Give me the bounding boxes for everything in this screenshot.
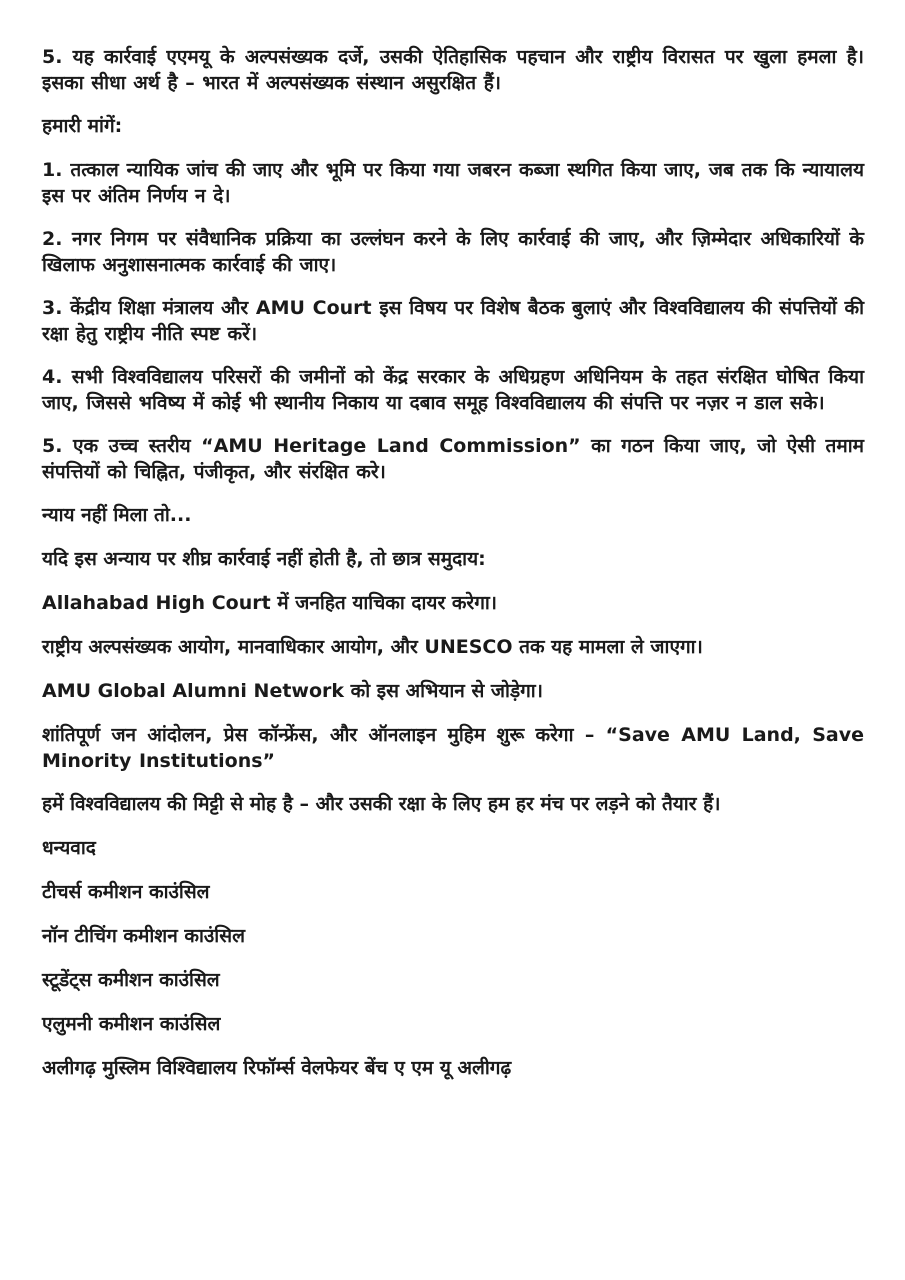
action-intro: यदि इस अन्याय पर शीघ्र कार्रवाई नहीं होती है, तो छात्र समुदाय: <box>42 548 486 570</box>
demands-heading: हमारी मांगें: <box>42 115 123 137</box>
signatory-4: एलुमनी कमीशन काउंसिल <box>42 1013 221 1035</box>
intro-point: 5. यह कार्रवाई एएमयू के अल्पसंख्यक दर्जे, उसकी ऐतिहासिक पहचान और राष्ट्रीय विरासत पर खुला हमला है। इसका सीधा अर्थ है – भारत में अल्पसंख्यक संस्थान असुरक्षित हैं। <box>42 46 864 94</box>
closing-statement: हमें विश्वविद्यालय की मिट्टी से मोह है – और उसकी रक्षा के लिए हम हर मंच पर लड़ने को तैयार हैं। <box>42 793 721 815</box>
signatory-1: टीचर्स कमीशन काउंसिल <box>42 881 210 903</box>
signatory-5: अलीगढ़ मुस्लिम विश्विद्यालय रिफॉर्म्स वेलफेयर बेंच ए एम यू अलीगढ़ <box>42 1057 512 1079</box>
action-item-3: AMU Global Alumni Network को इस अभियान से जोड़ेगा। <box>42 680 543 702</box>
document-page <box>42 44 864 1099</box>
signatory-2: नॉन टीचिंग कमीशन काउंसिल <box>42 925 245 947</box>
signatory-3: स्टूडेंट्स कमीशन काउंसिल <box>42 969 220 991</box>
movement-statement: शांतिपूर्ण जन आंदोलन, प्रेस कॉन्फ्रेंस, और ऑनलाइन मुहिम शुरू करेगा – “Save AMU Land, Save Minority Institutions” <box>42 724 864 772</box>
demand-item-4: 4. सभी विश्वविद्यालय परिसरों की जमीनों को केंद्र सरकार के अधिग्रहण अधिनियम के तहत संरक्षित घोषित किया जाए, जिससे भविष्य में कोई भी स्थानीय निकाय या दबाव समूह विश्वविद्यालय की संपत्ति पर नज़र न डाल सके। <box>42 366 864 414</box>
demand-item-5: 5. एक उच्च स्तरीय “AMU Heritage Land Commission” का गठन किया जाए, जो ऐसी तमाम संपत्तियों को चिह्नित, पंजीकृत, और संरक्षित करे। <box>42 435 864 483</box>
action-item-2: राष्ट्रीय अल्पसंख्यक आयोग, मानवाधिकार आयोग, और UNESCO तक यह मामला ले जाएगा। <box>42 636 703 658</box>
demand-item-1: 1. तत्काल न्यायिक जांच की जाए और भूमि पर किया गया जबरन कब्जा स्थगित किया जाए, जब तक कि न्यायालय इस पर अंतिम निर्णय न दे। <box>42 159 864 207</box>
demand-item-2: 2. नगर निगम पर संवैधानिक प्रक्रिया का उल्लंघन करने के लिए कार्रवाई की जाए, और ज़िम्मेदार अधिकारियों के खिलाफ अनुशासनात्मक कार्रवाई की जाए। <box>42 228 864 276</box>
action-item-1: Allahabad High Court में जनहित याचिका दायर करेगा। <box>42 592 498 614</box>
thanks-text: धन्यवाद <box>42 837 96 859</box>
demand-item-3: 3. केंद्रीय शिक्षा मंत्रालय और AMU Court इस विषय पर विशेष बैठक बुलाएं और विश्वविद्यालय की संपत्तियों की रक्षा हेतु राष्ट्रीय नीति स्पष्ट करें। <box>42 297 864 345</box>
no-justice-heading: न्याय नहीं मिला तो... <box>42 504 192 526</box>
